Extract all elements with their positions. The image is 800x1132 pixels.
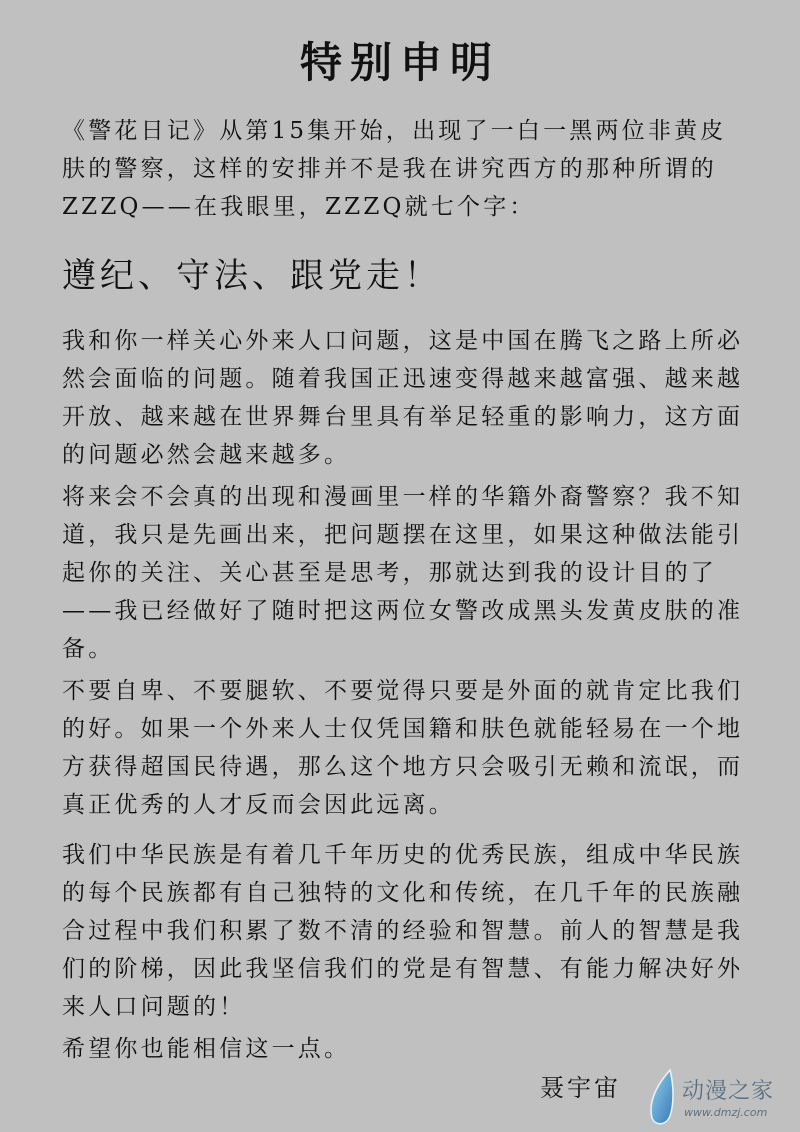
paragraph-intro: 《警花日记》从第15集开始，出现了一白一黑两位非黄皮肤的警察，这样的安排并不是我在讲究西方的那种所谓的ZZZQ——在我眼里，ZZZQ就七个字：: [62, 118, 727, 220]
paragraph-closing: 希望你也能相信这一点。: [62, 1036, 351, 1062]
paragraph-nation: 我们中华民族是有着几千年历史的优秀民族，组成中华民族的每个民族都有自己独特的文化和传统，在几千年的民族融合过程中我们积累了数不清的经验和智慧。前人的智慧是我们的阶梯，因此我坚信我们的党是有智慧、有能力解决好外来人口问题的！: [62, 842, 744, 1020]
water-drop-icon: [646, 1068, 676, 1128]
watermark-name: 动漫之家: [682, 1079, 775, 1104]
page-title: 特别申明: [299, 38, 500, 87]
paragraph-future: 将来会不会真的出现和漫画里一样的华籍外裔警察？我不知道，我只是先画出来，把问题摆在这里，如果这种做法能引起你的关注、关心甚至是思考，那就达到我的设计目的了——我已经做好了随时把这两位女警改成黑头发黄皮肤的准备。: [62, 484, 744, 662]
watermark: [646, 1068, 796, 1128]
paragraph-confidence: 不要自卑、不要腿软、不要觉得只要是外面的就肯定比我们的好。如果一个外来人士仅凭国籍和肤色就能轻易在一个地方获得超国民待遇，那么这个地方只会吸引无赖和流氓，而真正优秀的人才反而会因此远离。: [62, 678, 744, 818]
watermark-url: www.dmzj.com: [684, 1106, 768, 1119]
slogan: 遵纪、守法、跟党走！: [62, 256, 442, 296]
signature: 聂宇宙: [540, 1074, 621, 1102]
paragraph-concern: 我和你一样关心外来人口问题，这是中国在腾飞之路上所必然会面临的问题。随着我国正迅速变得越来越富强、越来越开放、越来越在世界舞台里具有举足轻重的影响力，这方面的问题必然会越来越多。: [62, 328, 744, 468]
